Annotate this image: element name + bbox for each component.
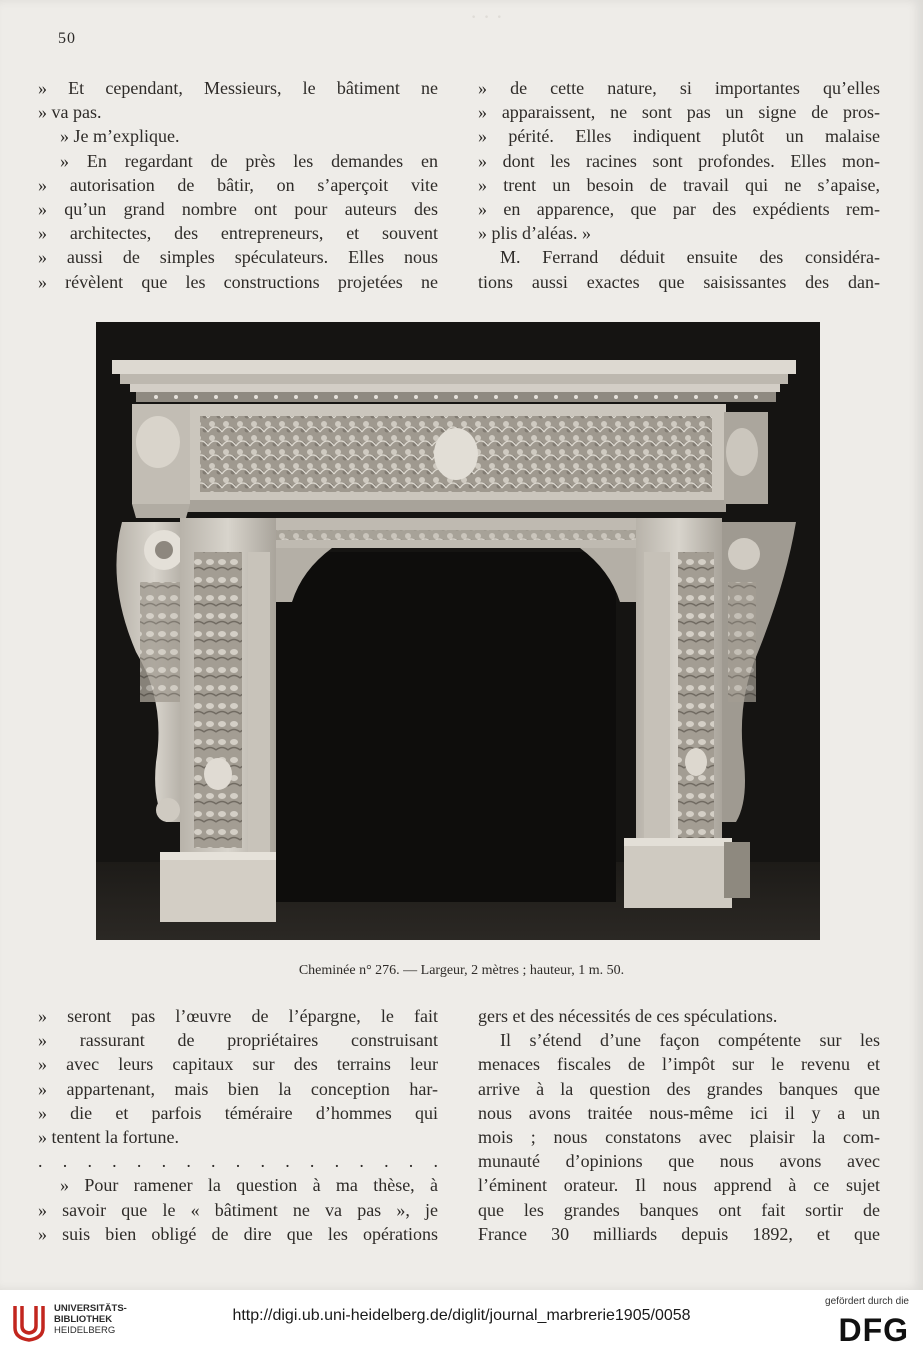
text-line: France 30 milliards depuis 1892, et que [478, 1223, 880, 1244]
page-number: 50 [58, 30, 76, 47]
text-line: » de cette nature, si importantes qu’elles [478, 78, 880, 98]
text-line: » savoir que le « bâtiment ne va pas », je [38, 1199, 438, 1220]
text-line: » qu’un grand nombre ont pour auteurs des [38, 198, 438, 219]
column-bottom-left [38, 1004, 438, 1246]
hearth-opening [276, 552, 616, 902]
ellipsis-line: . . . . . . . . . . . . . . . . . [38, 1151, 438, 1172]
text-line: » avec leurs capitaux sur des terrains leur [38, 1054, 438, 1075]
text-line: » autorisation de bâtir, on s’aperçoit vite [38, 174, 438, 195]
text-line: » en apparence, que par des expédients rem- [478, 198, 880, 219]
text-line: » rassurant de propriétaires construisant [38, 1030, 438, 1051]
text-line: » Et cependant, Messieurs, le bâtiment ne [38, 78, 438, 98]
text-line: munauté d’opinions que nous avons avec [478, 1151, 880, 1172]
text-line: » suis bien obligé de dire que les opérations [38, 1223, 438, 1244]
bleed-through-text: · · · [470, 4, 503, 29]
text-line: » tentent la fortune. [38, 1126, 179, 1147]
left-caryatid-corbel [132, 404, 190, 518]
fireplace-photograph [96, 322, 820, 940]
library-name: UNIVERSITÄTS- BIBLIOTHEK HEIDELBERG [54, 1303, 127, 1336]
text-line: » va pas. [38, 102, 102, 123]
text-line: » dont les racines sont profondes. Elles mon- [478, 150, 880, 171]
text-line: » die et parfois téméraire d’hommes qui [38, 1102, 438, 1123]
figure-caption: Cheminée n° 276. — Largeur, 2 mètres ; hauteur, 1 m. 50. [298, 963, 625, 978]
column-top-right [478, 76, 880, 294]
text-line: » trent un besoin de travail qui ne s’apaise, [478, 174, 880, 195]
text-line: nous avons traitée nous-même ici il y a un [478, 1102, 880, 1123]
text-line: » seront pas l’œuvre de l’épargne, le fait [38, 1006, 438, 1026]
text-line: mois ; nous constatons avec plaisir la com- [478, 1126, 880, 1147]
column-top-left [38, 76, 438, 294]
text-line: tions aussi exactes que saisissantes des dan- [478, 271, 880, 292]
text-line: » apparaissent, ne sont pas un signe de pros- [478, 102, 880, 123]
text-line: » révèlent que les constructions projetées ne [38, 271, 438, 292]
text-line: » périté. Elles indiquent plutôt un malaise [478, 126, 880, 147]
text-line: » plis d’aléas. » [478, 223, 591, 244]
text-line: menaces fiscales de l’impôt sur le revenu et [478, 1054, 880, 1075]
text-line: » appartenant, mais bien la conception har- [38, 1078, 438, 1099]
text-line: » En regardant de près les demandes en [60, 150, 438, 171]
column-bottom-right [478, 1004, 880, 1246]
dfg-logo[interactable]: DFG [838, 1312, 909, 1348]
text-line: gers et des nécessités de ces spéculations. [478, 1006, 778, 1026]
central-mask [434, 428, 478, 480]
carved-frieze [186, 404, 726, 512]
text-line: l’éminent orateur. Il nous apprend à ce sujet [478, 1175, 880, 1196]
text-line: » Pour ramener la question à ma thèse, à [60, 1175, 438, 1196]
text-line: » architectes, des entrepreneurs, et souvent [38, 223, 438, 244]
permalink-url[interactable]: http://digi.ub.uni-heidelberg.de/diglit/journal_marbrerie1905/0058 [232, 1307, 691, 1324]
text-line: que les grandes banques ont fait sortir de [478, 1199, 880, 1220]
text-line: M. Ferrand déduit ensuite des considéra- [500, 247, 880, 268]
sponsor-label: gefördert durch die [825, 1296, 909, 1307]
text-line: » Je m’explique. [60, 126, 180, 147]
text-line: arrive à la question des grandes banques que [478, 1078, 880, 1099]
right-caryatid-corbel [724, 412, 768, 504]
text-line: Il s’étend d’une façon compétente sur les [500, 1030, 880, 1051]
text-line: » aussi de simples spéculateurs. Elles nous [38, 247, 438, 268]
mantel-cornice [112, 360, 796, 402]
